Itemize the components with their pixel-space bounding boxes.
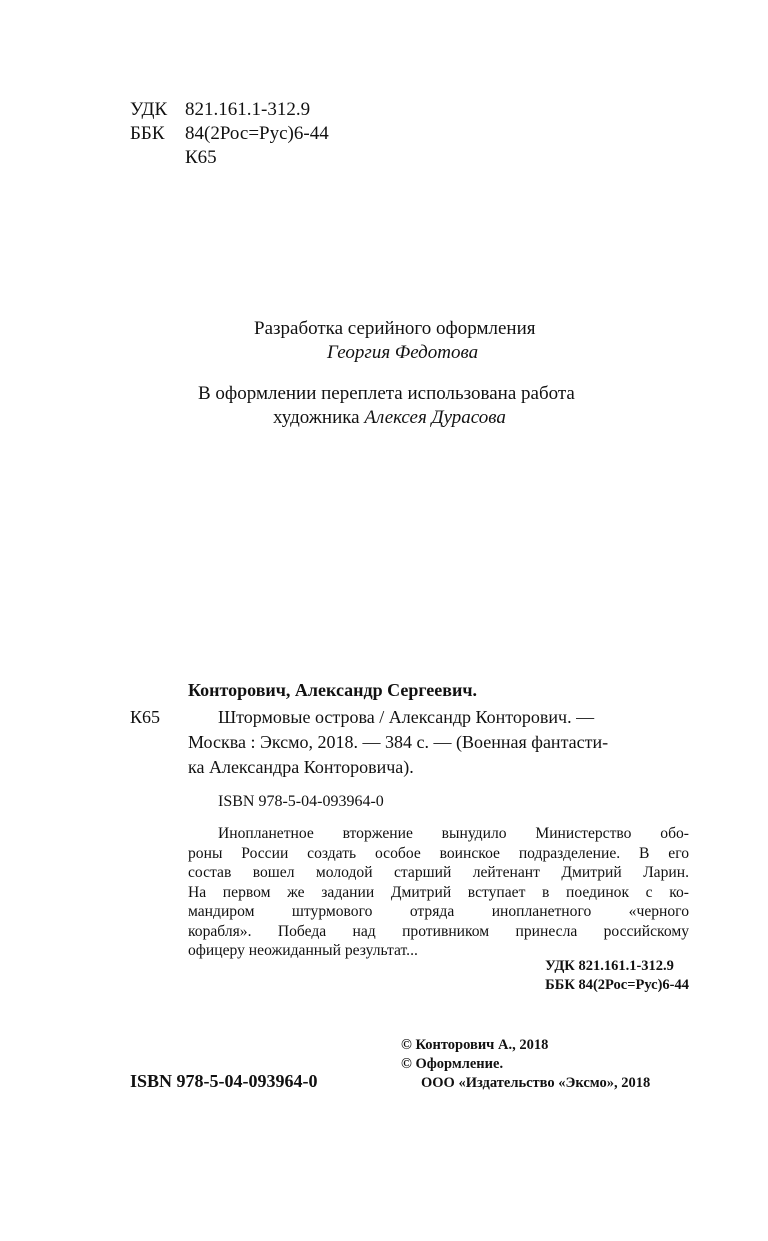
copyright-author: © Конторович А., 2018 — [401, 1037, 549, 1053]
annotation-line: На первом же задании Дмитрий вступает в поединок с ко- — [188, 883, 689, 901]
bbk-label: ББК — [130, 123, 165, 144]
bbk-value: 84(2Рос=Рус)6-44 — [185, 123, 329, 144]
cover-artist-line — [273, 406, 506, 430]
isbn-bottom: ISBN 978-5-04-093964-0 — [130, 1071, 318, 1091]
catalog-bbk: ББК 84(2Рос=Рус)6-44 — [545, 977, 689, 993]
cover-artist-name: Алексея Дурасова — [364, 407, 506, 428]
catalog-author-mark: К65 — [130, 707, 161, 727]
series-design-line: Разработка серийного оформления — [254, 318, 536, 339]
annotation-line: Инопланетное вторжение вынудило Министерство обо- — [218, 825, 689, 842]
bbk-row — [130, 122, 329, 146]
udk-label: УДК — [130, 99, 168, 120]
catalog-imprint-line: Москва : Эксмо, 2018. — 384 с. — (Военная фантасти- — [188, 732, 609, 752]
catalog-udk: УДК 821.161.1-312.9 — [545, 958, 674, 974]
cover-artwork-line: В оформлении переплета использована работа — [198, 383, 575, 404]
udk-row — [130, 98, 310, 122]
catalog-codes — [545, 957, 689, 995]
udk-value: 821.161.1-312.9 — [185, 99, 311, 120]
annotation-paragraph — [188, 824, 689, 961]
copyright-design: © Оформление. — [401, 1056, 504, 1072]
annotation-line: мандиром штурмового отряда инопланетного «черного — [188, 903, 689, 920]
catalog-series-line: ка Александра Конторовича). — [188, 757, 414, 777]
cover-artist-prefix: художника — [273, 407, 360, 428]
catalog-title-line: Штормовые острова / Александр Конторович. — — [218, 707, 595, 727]
copyright-block — [401, 1036, 650, 1093]
annotation-line: состав вошел молодой старший лейтенант Дмитрий Ларин. — [188, 864, 689, 881]
copyright-publisher: ООО «Издательство «Эксмо», 2018 — [421, 1075, 651, 1091]
author-mark-top: К65 — [185, 147, 217, 168]
series-designer-name: Георгия Федотова — [327, 342, 479, 363]
annotation-line: корабля». Победа над противником принесла российскому — [188, 922, 689, 940]
catalog-author-heading: Конторович, Александр Сергеевич. — [188, 680, 478, 700]
annotation-line: офицеру неожиданный результат... — [188, 942, 418, 959]
annotation-line: роны России создать особое воинское подразделение. В его — [188, 844, 689, 862]
catalog-isbn: ISBN 978-5-04-093964-0 — [218, 793, 384, 810]
